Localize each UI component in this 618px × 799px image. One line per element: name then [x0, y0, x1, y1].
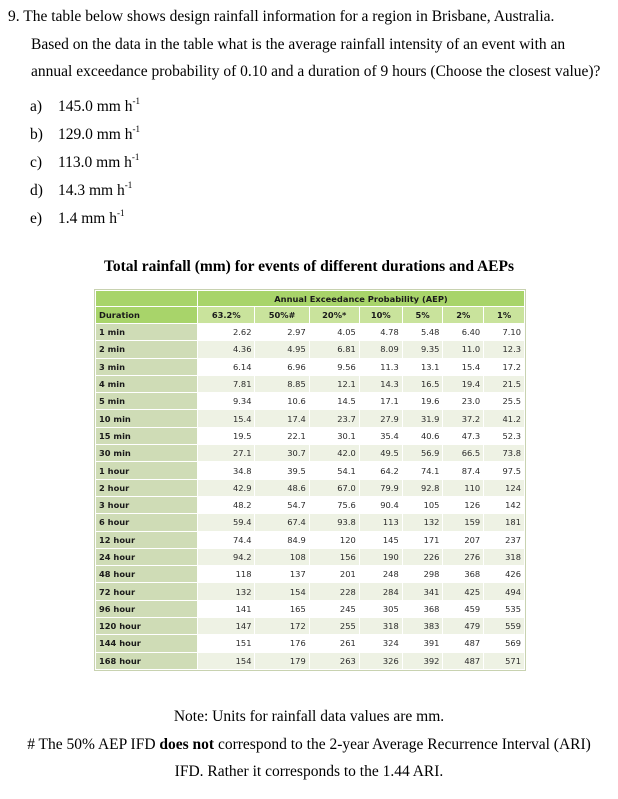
rainfall-value-cell: 35.4 [360, 428, 402, 444]
rainfall-value-cell: 176 [255, 635, 308, 651]
rainfall-value-cell: 8.09 [360, 341, 402, 357]
rainfall-value-cell: 6.96 [255, 359, 308, 375]
rainfall-value-cell: 41.2 [484, 410, 524, 426]
table-corner-cell [96, 291, 197, 306]
rainfall-value-cell: 11.0 [443, 341, 483, 357]
rainfall-value-cell: 66.5 [443, 445, 483, 461]
question-line-3: annual exceedance probability of 0.10 and a duration of 9 hours (Choose the closest value)? [31, 63, 601, 80]
table-title: Total rainfall (mm) for events of different durations and AEPs [103, 258, 515, 275]
rainfall-value-cell: 16.5 [403, 376, 443, 392]
rainfall-value-cell: 74.1 [403, 462, 443, 478]
option-e[interactable] [30, 204, 125, 228]
rainfall-value-cell: 30.7 [255, 445, 308, 461]
rainfall-value-cell: 110 [443, 480, 483, 496]
footnote-post: correspond to the 2-year Average Recurrence Interval (ARI) [214, 736, 591, 753]
table-row [96, 514, 524, 530]
rainfall-value-cell: 4.36 [198, 341, 254, 357]
rainfall-value-cell: 19.4 [443, 376, 483, 392]
rainfall-value-cell: 326 [360, 653, 402, 669]
option-d[interactable] [30, 176, 132, 200]
rainfall-value-cell: 40.6 [403, 428, 443, 444]
option-exponent: -1 [131, 152, 140, 162]
duration-cell: 1 hour [96, 462, 197, 478]
rainfall-value-cell: 54.1 [310, 462, 359, 478]
rainfall-value-cell: 12.3 [484, 341, 524, 357]
duration-header: Duration [96, 307, 197, 323]
rainfall-value-cell: 368 [443, 566, 483, 582]
rainfall-value-cell: 12.1 [310, 376, 359, 392]
rainfall-value-cell: 571 [484, 653, 524, 669]
rainfall-value-cell: 14.3 [360, 376, 402, 392]
rainfall-value-cell: 318 [484, 549, 524, 565]
option-exponent: -1 [132, 124, 140, 134]
rainfall-value-cell: 263 [310, 653, 359, 669]
footnote-pre: # The 50% AEP IFD [27, 736, 160, 753]
rainfall-value-cell: 15.4 [443, 359, 483, 375]
rainfall-value-cell: 159 [443, 514, 483, 530]
rainfall-value-cell: 237 [484, 532, 524, 548]
rainfall-value-cell: 19.6 [403, 393, 443, 409]
duration-cell: 12 hour [96, 532, 197, 548]
rainfall-value-cell: 17.4 [255, 410, 308, 426]
rainfall-value-cell: 34.8 [198, 462, 254, 478]
duration-cell: 2 hour [96, 480, 197, 496]
table-group-header-row [96, 291, 524, 306]
rainfall-value-cell: 13.1 [403, 359, 443, 375]
rainfall-value-cell: 67.0 [310, 480, 359, 496]
rainfall-value-cell: 132 [198, 583, 254, 599]
rainfall-value-cell: 392 [403, 653, 443, 669]
duration-cell: 144 hour [96, 635, 197, 651]
duration-cell: 10 min [96, 410, 197, 426]
option-b[interactable] [30, 120, 140, 144]
rainfall-value-cell: 27.1 [198, 445, 254, 461]
table-row [96, 445, 524, 461]
rainfall-value-cell: 113 [360, 514, 402, 530]
table-row [96, 618, 524, 634]
rainfall-value-cell: 94.2 [198, 549, 254, 565]
option-value: 1.4 mm h [58, 210, 117, 227]
rainfall-value-cell: 179 [255, 653, 308, 669]
rainfall-value-cell: 569 [484, 635, 524, 651]
rainfall-value-cell: 305 [360, 601, 402, 617]
rainfall-value-cell: 7.81 [198, 376, 254, 392]
option-label: d) [30, 182, 43, 199]
table-row [96, 428, 524, 444]
rainfall-value-cell: 31.9 [403, 410, 443, 426]
option-exponent: -1 [117, 208, 125, 218]
rainfall-value-cell: 27.9 [360, 410, 402, 426]
option-a[interactable] [30, 92, 140, 116]
table-row [96, 532, 524, 548]
table-row [96, 359, 524, 375]
rainfall-value-cell: 54.7 [255, 497, 308, 513]
rainfall-value-cell: 17.2 [484, 359, 524, 375]
rainfall-value-cell: 425 [443, 583, 483, 599]
rainfall-value-cell: 207 [443, 532, 483, 548]
rainfall-value-cell: 120 [310, 532, 359, 548]
rainfall-value-cell: 23.7 [310, 410, 359, 426]
table-row [96, 376, 524, 392]
rainfall-value-cell: 19.5 [198, 428, 254, 444]
table-column-header-row [96, 307, 524, 323]
rainfall-value-cell: 74.4 [198, 532, 254, 548]
rainfall-value-cell: 108 [255, 549, 308, 565]
rainfall-value-cell: 487 [443, 635, 483, 651]
rainfall-value-cell: 6.40 [443, 324, 483, 340]
rainfall-value-cell: 261 [310, 635, 359, 651]
duration-cell: 24 hour [96, 549, 197, 565]
rainfall-value-cell: 84.9 [255, 532, 308, 548]
rainfall-value-cell: 48.2 [198, 497, 254, 513]
rainfall-value-cell: 52.3 [484, 428, 524, 444]
rainfall-value-cell: 17.1 [360, 393, 402, 409]
table-row [96, 462, 524, 478]
rainfall-value-cell: 9.34 [198, 393, 254, 409]
footnote-line-2: IFD. Rather it corresponds to the 1.44 ARI. [174, 763, 444, 780]
table-row [96, 393, 524, 409]
table-row [96, 653, 524, 669]
rainfall-value-cell: 6.14 [198, 359, 254, 375]
option-label: a) [30, 98, 43, 115]
duration-cell: 3 min [96, 359, 197, 375]
rainfall-value-cell: 9.56 [310, 359, 359, 375]
rainfall-value-cell: 49.5 [360, 445, 402, 461]
rainfall-value-cell: 201 [310, 566, 359, 582]
rainfall-value-cell: 6.81 [310, 341, 359, 357]
rainfall-value-cell: 48.6 [255, 480, 308, 496]
rainfall-value-cell: 10.6 [255, 393, 308, 409]
duration-cell: 4 min [96, 376, 197, 392]
rainfall-value-cell: 87.4 [443, 462, 483, 478]
rainfall-value-cell: 75.6 [310, 497, 359, 513]
rainfall-value-cell: 124 [484, 480, 524, 496]
rainfall-value-cell: 324 [360, 635, 402, 651]
duration-cell: 96 hour [96, 601, 197, 617]
rainfall-value-cell: 368 [403, 601, 443, 617]
rainfall-value-cell: 132 [403, 514, 443, 530]
aep-column-header: 50%# [255, 307, 308, 323]
aep-group-header: Annual Exceedance Probability (AEP) [198, 291, 524, 306]
duration-cell: 6 hour [96, 514, 197, 530]
rainfall-value-cell: 59.4 [198, 514, 254, 530]
rainfall-value-cell: 11.3 [360, 359, 402, 375]
rainfall-value-cell: 147 [198, 618, 254, 634]
duration-cell: 48 hour [96, 566, 197, 582]
table-row [96, 341, 524, 357]
duration-cell: 3 hour [96, 497, 197, 513]
rainfall-value-cell: 141 [198, 601, 254, 617]
rainfall-value-cell: 494 [484, 583, 524, 599]
rainfall-value-cell: 154 [198, 653, 254, 669]
rainfall-value-cell: 8.85 [255, 376, 308, 392]
option-value: 113.0 mm h [58, 154, 132, 171]
aep-column-header: 10% [360, 307, 402, 323]
rainfall-value-cell: 79.9 [360, 480, 402, 496]
option-exponent: -1 [132, 96, 140, 106]
rainfall-value-cell: 4.78 [360, 324, 402, 340]
rainfall-value-cell: 535 [484, 601, 524, 617]
table-row [96, 324, 524, 340]
rainfall-value-cell: 165 [255, 601, 308, 617]
rainfall-value-cell: 298 [403, 566, 443, 582]
rainfall-value-cell: 248 [360, 566, 402, 582]
option-label: e) [30, 210, 43, 227]
rainfall-value-cell: 2.62 [198, 324, 254, 340]
rainfall-value-cell: 154 [255, 583, 308, 599]
option-value: 145.0 mm h [58, 98, 133, 115]
duration-cell: 72 hour [96, 583, 197, 599]
rainfall-value-cell: 190 [360, 549, 402, 565]
rainfall-value-cell: 92.8 [403, 480, 443, 496]
rainfall-value-cell: 47.3 [443, 428, 483, 444]
rainfall-value-cell: 9.35 [403, 341, 443, 357]
rainfall-value-cell: 39.5 [255, 462, 308, 478]
rainfall-value-cell: 73.8 [484, 445, 524, 461]
table-row [96, 635, 524, 651]
rainfall-value-cell: 245 [310, 601, 359, 617]
rainfall-value-cell: 126 [443, 497, 483, 513]
rainfall-value-cell: 25.5 [484, 393, 524, 409]
rainfall-value-cell: 23.0 [443, 393, 483, 409]
rainfall-value-cell: 172 [255, 618, 308, 634]
rainfall-value-cell: 284 [360, 583, 402, 599]
units-note: Note: Units for rainfall data values are mm. [173, 708, 445, 725]
rainfall-value-cell: 156 [310, 549, 359, 565]
rainfall-value-cell: 391 [403, 635, 443, 651]
rainfall-value-cell: 93.8 [310, 514, 359, 530]
rainfall-value-cell: 137 [255, 566, 308, 582]
question-line-1: 9. The table below shows design rainfall information for a region in Brisbane, Australia. [8, 8, 555, 25]
duration-cell: 168 hour [96, 653, 197, 669]
rainfall-value-cell: 2.97 [255, 324, 308, 340]
rainfall-value-cell: 14.5 [310, 393, 359, 409]
aep-column-header: 20%* [310, 307, 359, 323]
duration-cell: 1 min [96, 324, 197, 340]
rainfall-value-cell: 21.5 [484, 376, 524, 392]
rainfall-value-cell: 487 [443, 653, 483, 669]
rainfall-value-cell: 64.2 [360, 462, 402, 478]
rainfall-value-cell: 97.5 [484, 462, 524, 478]
footnote-line-1 [0, 736, 618, 754]
duration-cell: 2 min [96, 341, 197, 357]
rainfall-value-cell: 181 [484, 514, 524, 530]
rainfall-value-cell: 559 [484, 618, 524, 634]
aep-column-header: 2% [443, 307, 483, 323]
question-line-2: Based on the data in the table what is the average rainfall intensity of an event with an [31, 36, 566, 53]
option-label: c) [30, 154, 43, 171]
table-row [96, 566, 524, 582]
duration-cell: 5 min [96, 393, 197, 409]
rainfall-value-cell: 151 [198, 635, 254, 651]
rainfall-value-cell: 42.9 [198, 480, 254, 496]
rainfall-value-cell: 67.4 [255, 514, 308, 530]
rainfall-value-cell: 341 [403, 583, 443, 599]
rainfall-value-cell: 426 [484, 566, 524, 582]
aep-column-header: 63.2% [198, 307, 254, 323]
rainfall-value-cell: 7.10 [484, 324, 524, 340]
table-row [96, 549, 524, 565]
aep-column-header: 5% [403, 307, 443, 323]
option-c[interactable] [30, 148, 139, 172]
rainfall-value-cell: 37.2 [443, 410, 483, 426]
rainfall-value-cell: 15.4 [198, 410, 254, 426]
rainfall-value-cell: 142 [484, 497, 524, 513]
duration-cell: 120 hour [96, 618, 197, 634]
duration-cell: 15 min [96, 428, 197, 444]
table-row [96, 583, 524, 599]
rainfall-value-cell: 90.4 [360, 497, 402, 513]
rainfall-value-cell: 383 [403, 618, 443, 634]
rainfall-value-cell: 56.9 [403, 445, 443, 461]
footnote-emphasis: does not [159, 736, 215, 753]
table-row [96, 601, 524, 617]
option-value: 14.3 mm h [58, 182, 125, 199]
rainfall-value-cell: 42.0 [310, 445, 359, 461]
rainfall-value-cell: 4.05 [310, 324, 359, 340]
rainfall-value-cell: 22.1 [255, 428, 308, 444]
aep-column-header: 1% [484, 307, 524, 323]
rainfall-value-cell: 145 [360, 532, 402, 548]
rainfall-value-cell: 228 [310, 583, 359, 599]
rainfall-value-cell: 255 [310, 618, 359, 634]
table-row [96, 480, 524, 496]
rainfall-value-cell: 30.1 [310, 428, 359, 444]
table-row [96, 410, 524, 426]
rainfall-value-cell: 118 [198, 566, 254, 582]
table-row [96, 497, 524, 513]
rainfall-value-cell: 459 [443, 601, 483, 617]
rainfall-value-cell: 226 [403, 549, 443, 565]
rainfall-value-cell: 479 [443, 618, 483, 634]
rainfall-value-cell: 171 [403, 532, 443, 548]
option-value: 129.0 mm h [58, 126, 133, 143]
duration-cell: 30 min [96, 445, 197, 461]
rainfall-value-cell: 276 [443, 549, 483, 565]
rainfall-value-cell: 4.95 [255, 341, 308, 357]
rainfall-value-cell: 105 [403, 497, 443, 513]
option-label: b) [30, 126, 43, 143]
rainfall-value-cell: 5.48 [403, 324, 443, 340]
rainfall-table [94, 289, 526, 671]
rainfall-value-cell: 318 [360, 618, 402, 634]
option-exponent: -1 [124, 180, 133, 190]
